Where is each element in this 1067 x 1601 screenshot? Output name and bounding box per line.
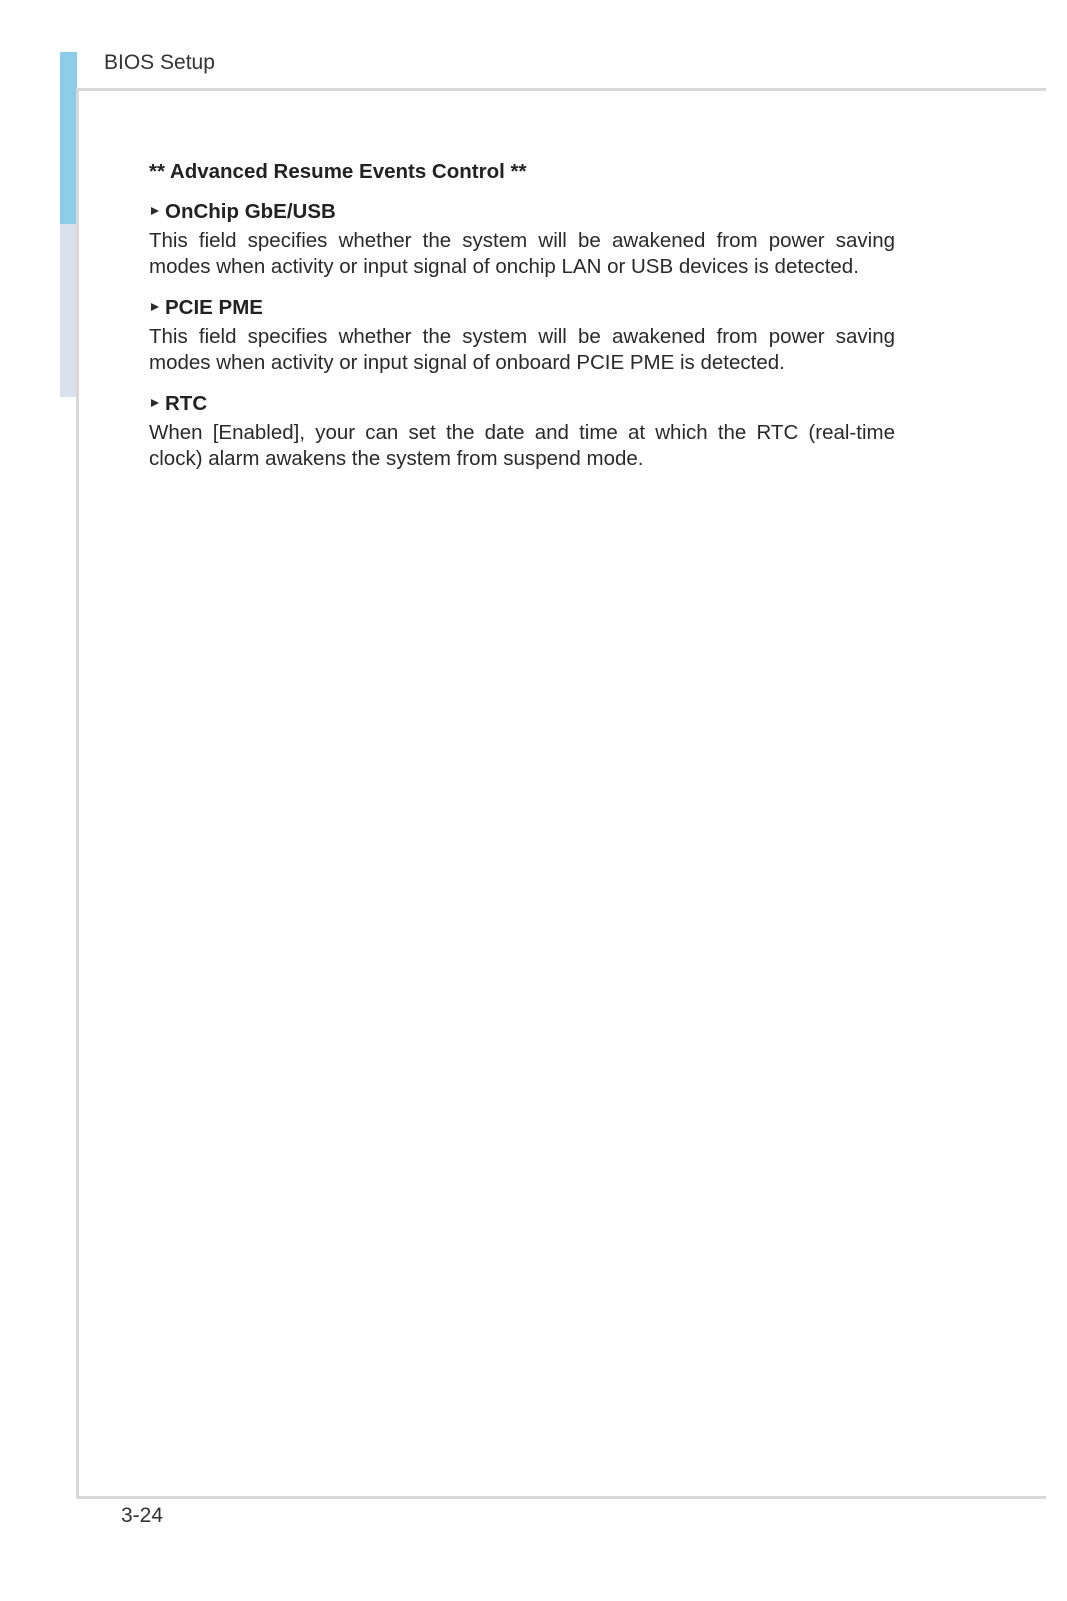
item-title [149,294,895,322]
list-item-onchip-gbe-usb [149,198,895,279]
triangle-bullet-icon [151,399,159,407]
item-title-text: PCIE PME [165,296,263,319]
item-title-text: OnChip GbE/USB [165,200,336,223]
page-number: 3-24 [121,1504,164,1527]
page-frame-left-border [76,88,79,1498]
triangle-bullet-icon [151,207,159,215]
side-accent-bar-lower [60,224,77,397]
list-item-pcie-pme [149,294,895,375]
item-title [149,390,895,418]
triangle-bullet-icon [151,303,159,311]
page-header-title: BIOS Setup [104,51,215,74]
list-item-rtc [149,390,895,471]
header-divider [77,88,1046,91]
item-title-text: RTC [165,392,208,415]
item-description: This field specifies whether the system will be awakened from power saving modes when activity or input signal of onchip LAN or USB devices is detected. [149,229,895,278]
section-heading: ** Advanced Resume Events Control ** [149,160,527,183]
item-title [149,198,895,226]
page-content [149,158,895,486]
side-accent-bar [60,52,77,224]
footer-divider [77,1496,1046,1499]
item-description: When [Enabled], your can set the date and time at which the RTC (real-time clock) alarm awakens the system from suspend mode. [149,421,895,470]
item-description: This field specifies whether the system will be awakened from power saving modes when activity or input signal of onboard PCIE PME is detected. [149,325,895,374]
